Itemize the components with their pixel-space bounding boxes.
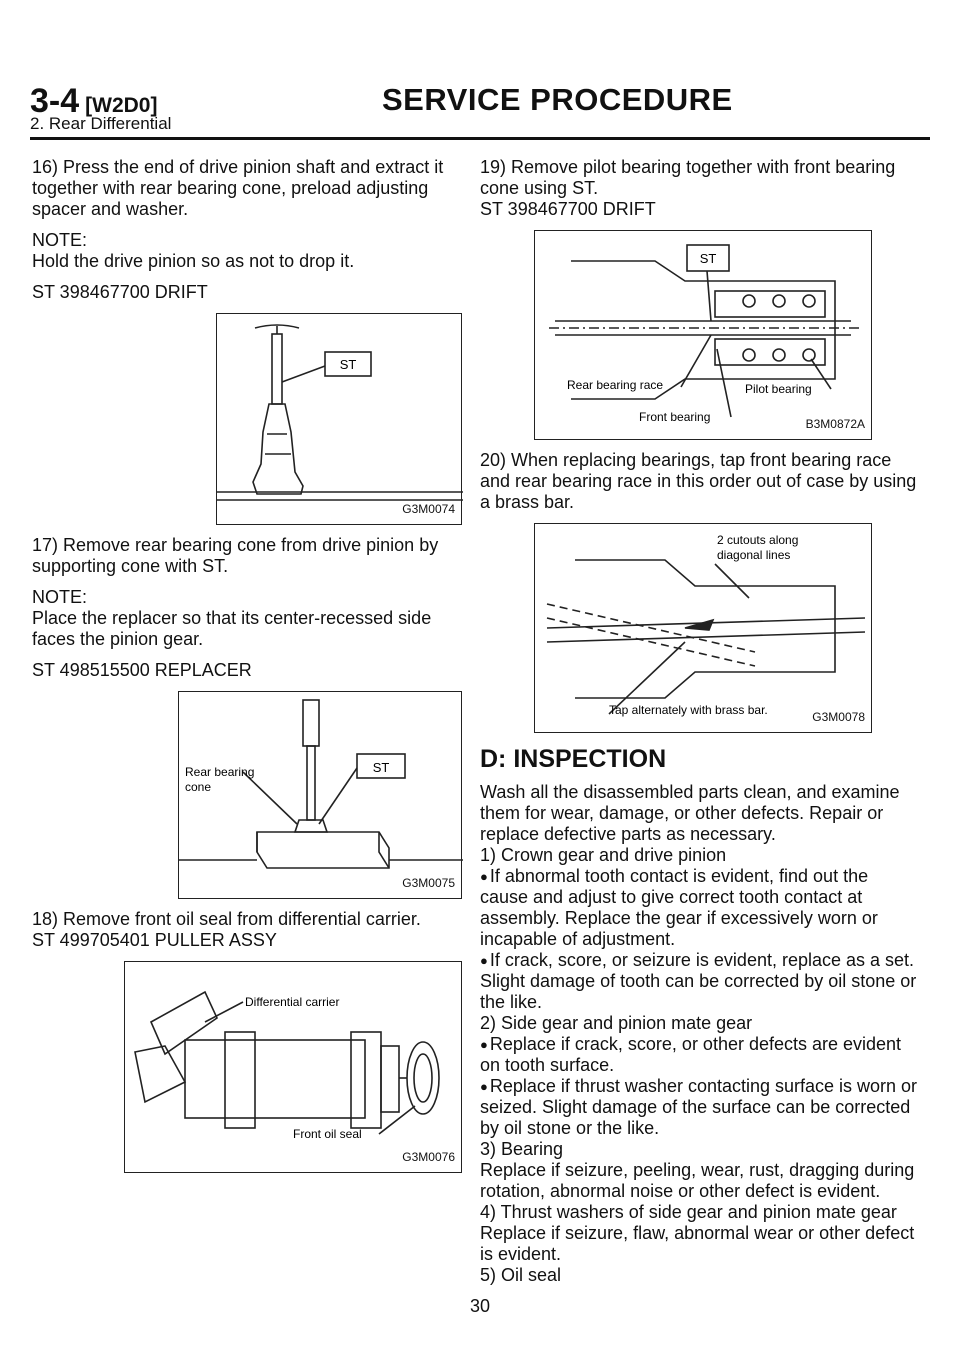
step-16-text: 16) Press the end of drive pinion shaft and extract it together with rear bearing cone, preload adjusting spacer and washer. bbox=[32, 157, 444, 219]
note-16-label: NOTE: bbox=[32, 230, 88, 250]
figure-id-g3m0075: G3M0075 bbox=[402, 876, 455, 890]
pilot-bearing-illustration bbox=[535, 231, 873, 441]
fig16-st-callout: ST bbox=[339, 357, 357, 372]
special-tool-16: ST 398467700 DRIFT bbox=[32, 282, 208, 302]
puller-illustration bbox=[125, 962, 463, 1174]
special-tool-18: ST 499705401 PULLER ASSY bbox=[32, 930, 277, 950]
fig19-pilot-callout: Pilot bearing bbox=[745, 382, 812, 396]
item-1-title: 1) Crown gear and drive pinion bbox=[480, 845, 727, 865]
note-17-text: Place the replacer so that its center-recessed side faces the pinion gear. bbox=[32, 608, 432, 649]
step-19-text: 19) Remove pilot bearing together with front bearing cone using ST. bbox=[480, 157, 896, 198]
note-17-label: NOTE: bbox=[32, 587, 88, 607]
section-code: [W2D0] bbox=[85, 94, 158, 117]
step-20-text: 20) When replacing bearings, tap front bearing race and rear bearing race in this order out of case by using a brass bar. bbox=[480, 450, 917, 512]
note-16-text: Hold the drive pinion so as not to drop it. bbox=[32, 251, 355, 271]
inspection-heading: D: INSPECTION bbox=[480, 745, 667, 773]
figure-g3m0076 bbox=[124, 961, 462, 1173]
figure-g3m0078 bbox=[534, 523, 872, 733]
fig19-race-callout: Rear bearing race bbox=[567, 378, 664, 392]
figure-b3m0872a bbox=[534, 230, 872, 440]
fig17-cone-callout-line2: cone bbox=[185, 780, 212, 794]
item-5-title: 5) Oil seal bbox=[480, 1265, 562, 1285]
item-2-bullet-1: ● Replace if crack, score, or other defects are evident on tooth surface. bbox=[480, 1034, 902, 1075]
bullet-icon: ● bbox=[480, 869, 488, 884]
special-tool-17: ST 498515500 REPLACER bbox=[32, 660, 252, 680]
drift-press-illustration bbox=[217, 314, 463, 526]
header-divider bbox=[30, 137, 930, 140]
page-number: 30 bbox=[469, 1296, 491, 1316]
item-4-text: 4) Thrust washers of side gear and pinion mate gear Replace if seizure, flaw, abnormal wear or other defect is evident. bbox=[480, 1202, 915, 1264]
bullet-icon: ● bbox=[480, 1037, 488, 1052]
step-17-text: 17) Remove rear bearing cone from drive pinion by supporting cone with ST. bbox=[32, 535, 439, 576]
fig17-st-callout: ST bbox=[372, 760, 390, 775]
bullet-icon: ● bbox=[480, 953, 488, 968]
inspection-intro: Wash all the disassembled parts clean, and examine them for wear, damage, or other defects. Repair or replace defective parts as necessary. bbox=[480, 782, 900, 844]
fig19-st-callout: ST bbox=[699, 251, 717, 266]
item-1-bullet-1: ● If abnormal tooth contact is evident, find out the cause and adjust to give correct tooth contact at assembly. Replace the gear if excessively worn or incapable of adjustment. bbox=[480, 866, 878, 949]
fig20-cutouts-line1: 2 cutouts along bbox=[717, 533, 799, 547]
page-subtitle: 2. Rear Differential bbox=[30, 114, 172, 133]
section-number: 3-4 [W2D0] bbox=[30, 82, 158, 120]
fig17-cone-callout-line1: Rear bearing bbox=[185, 765, 255, 779]
fig20-tap-callout: Tap alternately with brass bar. bbox=[609, 703, 768, 717]
step-18-text: 18) Remove front oil seal from differential carrier. bbox=[32, 909, 421, 929]
left-column bbox=[32, 157, 472, 1183]
figure-g3m0075 bbox=[178, 691, 462, 899]
figure-g3m0074 bbox=[216, 313, 462, 525]
fig18-carrier-callout: Differential carrier bbox=[245, 995, 340, 1009]
item-2-title: 2) Side gear and pinion mate gear bbox=[480, 1013, 753, 1033]
item-2-bullet-2: ● Replace if thrust washer contacting surface is worn or seized. Slight damage of the surface can be corrected by oil stone or the like. bbox=[480, 1076, 918, 1138]
fig20-cutouts-line2: diagonal lines bbox=[717, 548, 791, 562]
figure-id-b3m0872a: B3M0872A bbox=[805, 417, 865, 431]
item-3-text: Replace if seizure, peeling, wear, rust, dragging during rotation, abnormal noise or other defect is evident. bbox=[480, 1160, 915, 1201]
page-title: SERVICE PROCEDURE bbox=[382, 82, 733, 117]
right-column bbox=[480, 157, 920, 1286]
brass-bar-illustration bbox=[535, 524, 873, 734]
fig19-front-callout: Front bearing bbox=[639, 410, 711, 424]
fig18-seal-callout: Front oil seal bbox=[293, 1127, 362, 1141]
figure-id-g3m0078: G3M0078 bbox=[812, 710, 865, 724]
figure-id-g3m0076: G3M0076 bbox=[402, 1150, 455, 1164]
item-1-bullet-2: ● If crack, score, or seizure is evident, replace as a set. Slight damage of tooth can be corrected by oil stone or the like. bbox=[480, 950, 917, 1012]
special-tool-19: ST 398467700 DRIFT bbox=[480, 199, 656, 219]
item-3-title: 3) Bearing bbox=[480, 1139, 564, 1159]
figure-id-g3m0074: G3M0074 bbox=[402, 502, 455, 516]
bullet-icon: ● bbox=[480, 1079, 488, 1094]
replacer-illustration bbox=[179, 692, 463, 900]
